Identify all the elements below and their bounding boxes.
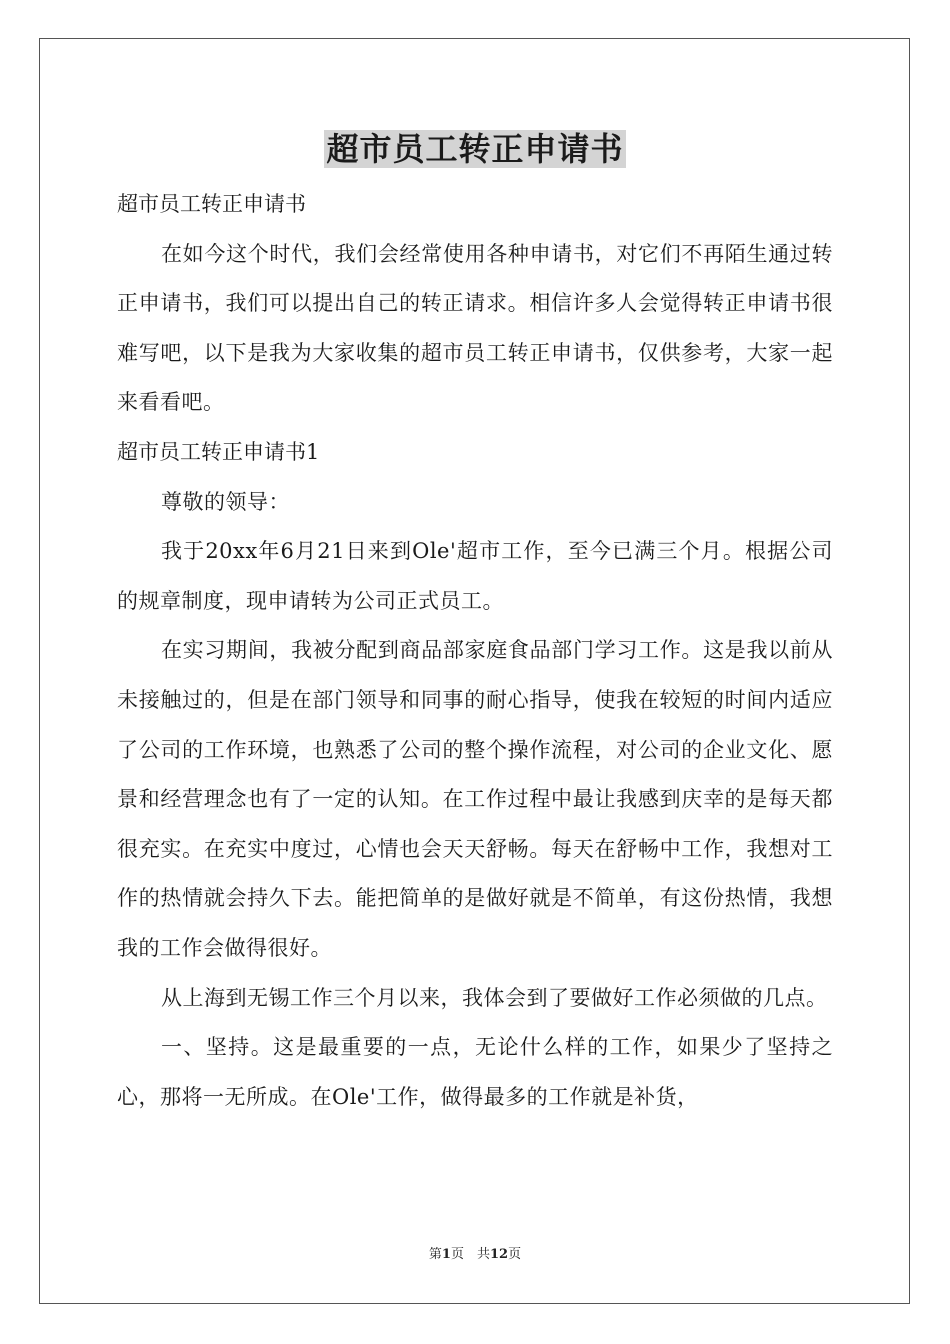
section-heading: 超市员工转正申请书1 bbox=[117, 439, 320, 464]
page-mid: 页 共 bbox=[450, 1247, 490, 1262]
page-current: 1 bbox=[441, 1247, 451, 1262]
body-paragraph: 一、坚持。这是最重要的一点，无论什么样的工作，如果少了坚持之心，那将一无所成。在Ole'工作，做得最多的工作就是补货， bbox=[117, 1035, 833, 1109]
page-total: 12 bbox=[489, 1247, 509, 1262]
body-paragraph: 我于20xx年6月21日来到Ole'超市工作，至今已满三个月。根据公司的规章制度，现申请转为公司正式员工。 bbox=[117, 539, 833, 613]
document-subtitle: 超市员工转正申请书 bbox=[117, 192, 306, 216]
intro-paragraph: 在如今这个时代，我们会经常使用各种申请书，对它们不再陌生通过转正申请书，我们可以提出自己的转正请求。相信许多人会觉得转正申请书很难写吧，以下是我为大家收集的超市员工转正申请书，仅供参考，大家一起来看看吧。 bbox=[117, 241, 833, 415]
document-body bbox=[117, 180, 833, 1122]
document-title-text: 超市员工转正申请书 bbox=[326, 130, 624, 168]
document-title bbox=[0, 127, 950, 171]
page-footer bbox=[0, 1246, 950, 1264]
page-prefix: 第 bbox=[428, 1247, 442, 1262]
salutation: 尊敬的领导： bbox=[161, 489, 290, 514]
body-paragraph: 在实习期间，我被分配到商品部家庭食品部门学习工作。这是我以前从未接触过的，但是在部门领导和同事的耐心指导，使我在较短的时间内适应了公司的工作环境，也熟悉了公司的整个操作流程，对公司的企业文化、愿景和经营理念也有了一定的认知。在工作过程中最让我感到庆幸的是每天都很充实。在充实中度过，心情也会天天舒畅。每天在舒畅中工作，我想对工作的热情就会持久下去。能把简单的是做好就是不简单，有这份热情，我想我的工作会做得很好。 bbox=[117, 638, 833, 960]
body-paragraph: 从上海到无锡工作三个月以来，我体会到了要做好工作必须做的几点。 bbox=[161, 985, 828, 1010]
page-suffix: 页 bbox=[508, 1247, 522, 1262]
